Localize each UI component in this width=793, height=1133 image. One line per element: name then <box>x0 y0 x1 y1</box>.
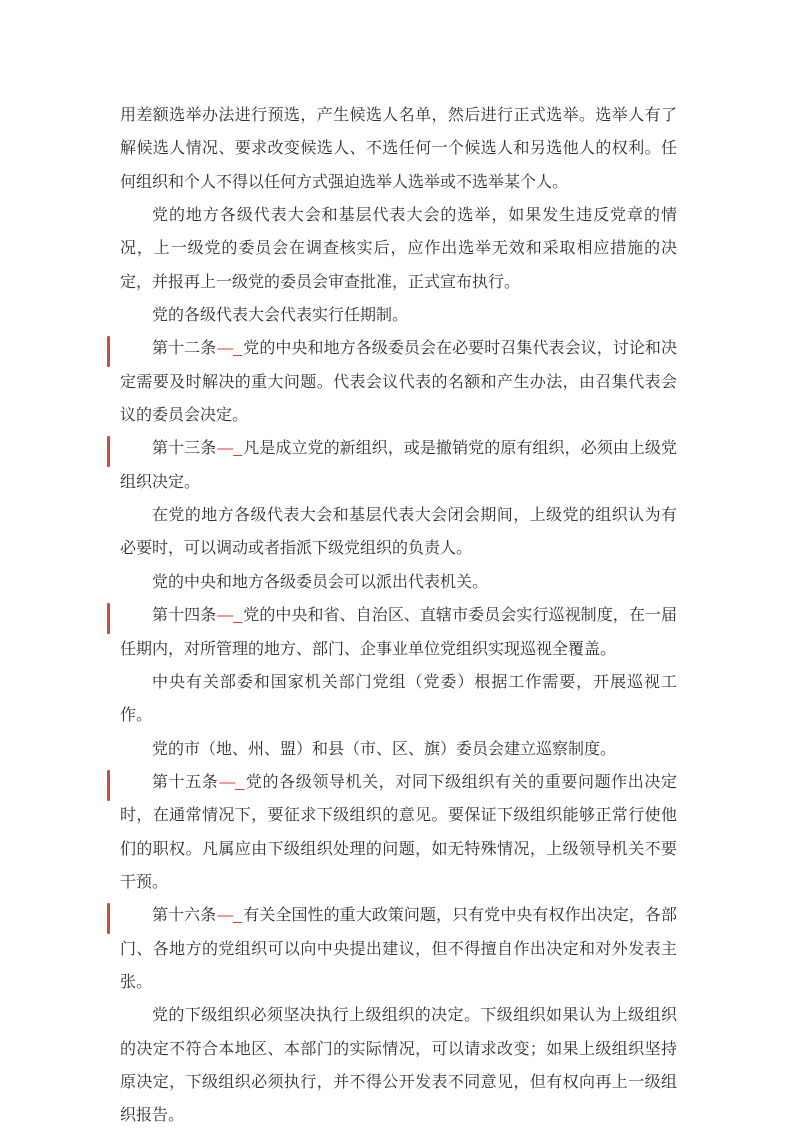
paragraph-text: 凡是成立党的新组织，或是撤销党的原有组织，必须由上级党组织决定。 <box>120 440 677 491</box>
body-paragraph <box>120 499 677 566</box>
article-number: 第十五条 <box>152 773 219 791</box>
body-paragraph <box>120 199 677 299</box>
article-number: 第十四条 <box>152 607 217 625</box>
article-paragraph <box>120 332 677 432</box>
paragraph-text: 党的下级组织必须坚决执行上级组织的决定。下级组织如果认为上级组织的决定不符合本地区、本部门的实际情况，可以请求改变；如果上级组织坚持原决定，下级组织必须执行，并不得公开发表不同意见，但有权向再上一级组织报告。 <box>120 1007 677 1125</box>
body-paragraph <box>120 999 677 1132</box>
article-number: 第十六条 <box>152 907 217 925</box>
paragraph-text: 党的各级领导机关，对同下级组织有关的重要问题作出决定时，在通常情况下，要征求下级组织的意见。要保证下级组织能够正常行使他们的职权。凡属应由下级组织处理的问题，如无特殊情况，上级领导机关不要干预。 <box>120 773 677 891</box>
paragraph-text: 用差额选举办法进行预选，产生候选人名单，然后进行正式选举。选举人有了解候选人情况、要求改变候选人、不选任何一个候选人和另选他人的权利。任何组织和个人不得以任何方式强迫选举人选举或不选举某个人。 <box>120 107 677 191</box>
revision-bar <box>107 770 110 801</box>
revision-bar <box>107 436 110 467</box>
revision-bar <box>107 336 110 367</box>
article-paragraph <box>120 899 677 999</box>
paragraph-text: 党的市（地、州、盟）和县（市、区、旗）委员会建立巡察制度。 <box>152 740 617 758</box>
body-paragraph <box>120 566 677 599</box>
revision-bar <box>107 603 110 634</box>
body-paragraph <box>120 733 677 766</box>
paragraph-text: 党的中央和地方各级委员会可以派出代表机关。 <box>152 573 489 591</box>
article-paragraph <box>120 599 677 666</box>
paragraph-text: 有关全国性的重大政策问题，只有党中央有权作出决定，各部门、各地方的党组织可以向中央提出建议，但不得擅自作出决定和对外发表主张。 <box>120 907 677 991</box>
text-column <box>120 99 677 1133</box>
paragraph-text: 党的地方各级代表大会和基层代表大会的选举，如果发生违反党章的情况，上一级党的委员会在调查核实后，应作出选举无效和采取相应措施的决定，并报再上一级党的委员会审查批准，正式宣布执行。 <box>120 207 677 291</box>
article-dash-marker: —_ <box>217 440 243 458</box>
paragraph-text: 在党的地方各级代表大会和基层代表大会闭会期间，上级党的组织认为有必要时，可以调动或者指派下级党组织的负责人。 <box>120 507 677 558</box>
article-number: 第十二条 <box>152 340 217 358</box>
revision-bar <box>107 903 110 934</box>
article-number: 第十三条 <box>152 440 217 458</box>
article-dash-marker: —_ <box>217 340 243 358</box>
article-dash-marker: —_ <box>217 607 243 625</box>
article-dash-marker: —_ <box>217 907 243 925</box>
body-paragraph <box>120 666 677 733</box>
body-paragraph <box>120 99 677 199</box>
article-dash-marker: —_ <box>219 773 245 791</box>
paragraph-text: 党的各级代表大会代表实行任期制。 <box>152 307 409 325</box>
body-paragraph <box>120 299 677 332</box>
article-paragraph <box>120 766 677 899</box>
paragraph-text: 党的中央和地方各级委员会在必要时召集代表会议，讨论和决定需要及时解决的重大问题。代表会议代表的名额和产生办法，由召集代表会议的委员会决定。 <box>120 340 677 425</box>
paragraph-text: 中央有关部委和国家机关部门党组（党委）根据工作需要，开展巡视工作。 <box>120 673 677 725</box>
paragraph-text: 党的中央和省、自治区、直辖市委员会实行巡视制度，在一届任期内，对所管理的地方、部门、企事业单位党组织实现巡视全覆盖。 <box>120 607 677 658</box>
article-paragraph <box>120 432 677 499</box>
